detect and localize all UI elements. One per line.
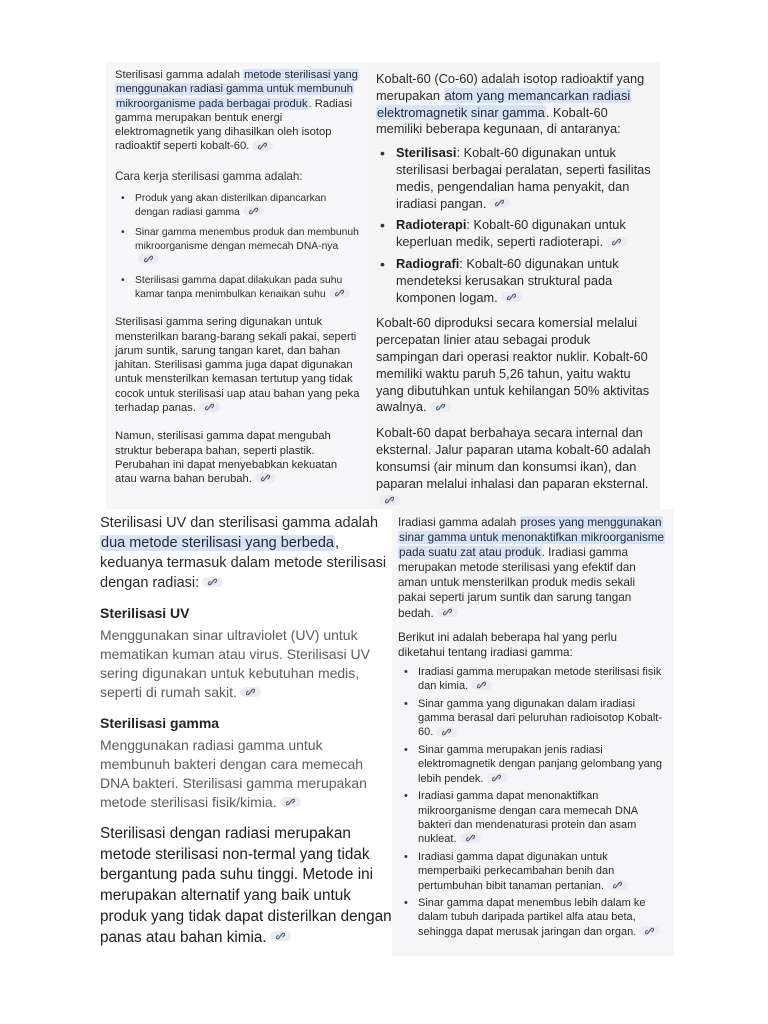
highlighted-answer: dua metode sterilisasi yang berbeda: [101, 535, 334, 551]
list-item: [418, 850, 666, 893]
link-icon[interactable]: [255, 473, 276, 483]
link-icon[interactable]: [639, 926, 660, 936]
intro-paragraph: [115, 68, 360, 154]
highlighted-answer: proses yang menggunakan sinar gamma untuk menonaktifkan mikroorganisme pada suatu zat atau produk: [399, 516, 665, 560]
list-item-text: Sterilisasi gamma dapat dilakukan pada suhu kamar tanpa menimbulkan kenaikan suhu: [135, 275, 343, 300]
uv-vs-gamma-panel: [92, 509, 392, 949]
gamma-sterilization-panel: [106, 62, 368, 509]
link-icon[interactable]: [501, 292, 522, 302]
link-icon[interactable]: [280, 797, 301, 807]
paragraph-text: Kobalt-60 diproduksi secara komersial melalui percepatan linier atau sebagai produk sampingan dari operasi reaktor nuklir. Kobalt-60 memiliki waktu paruh 5,26 tahun, yaitu waktu yang dibutuhkan untuk kehilangan 50% aktivitas awalnya.: [376, 315, 650, 415]
list-item-text: Iradiasi gamma dapat digunakan untuk memperbaiki perkecambahan benih dan pertumbuhan bibit tanaman pertanian.: [418, 850, 615, 892]
intro-text-rest: . Iradiasi gamma merupakan metode sterilisasi yang efektif dan aman untuk mensterilkan produk medis sekali pakai seperti jarum suntik dan sarung tangan bedah.: [398, 546, 636, 620]
list-lead-in: Berikut ini adalah beberapa hal yang perlu diketahui tentang iradiasi gamma:: [398, 630, 617, 659]
list-item: [135, 226, 360, 267]
intro-text: Sterilisasi UV dan sterilisasi gamma adalah: [100, 515, 379, 531]
link-icon[interactable]: [460, 833, 481, 843]
list-item-term: Radiografi: [396, 255, 460, 271]
link-icon[interactable]: [437, 607, 458, 617]
list-item: [418, 697, 666, 740]
highlighted-answer: metode sterilisasi yang menggunakan radiasi gamma untuk membunuh mikroorganisme pada berbagai produk: [116, 69, 358, 110]
list-item-text: Iradiasi gamma merupakan metode sterilisasi fisik dan kimia.: [418, 665, 662, 693]
list-item-text: Sinar gamma yang digunakan dalam iradiasi gamma berasal dari peluruhan radioisotop Kobalt-60.: [418, 697, 662, 739]
paragraph-text: Kobalt-60 dapat berbahaya secara internal dan eksternal. Jalur paparan utama kobalt-60 adalah konsumsi (air minum dan konsumsi ikan), dan paparan melalui inhalasi dan paparan eksternal.: [376, 425, 651, 491]
gamma-irradiation-panel: [392, 509, 674, 956]
list-item-text: Produk yang akan disterilkan dipancarkan dengan radiasi gamma: [135, 193, 327, 218]
intro-paragraph: [100, 513, 392, 593]
facts-list: [398, 665, 666, 939]
link-icon[interactable]: [606, 237, 627, 247]
uses-paragraph: [115, 315, 360, 415]
list-item: [396, 217, 652, 251]
intro-text: Sterilisasi gamma adalah: [115, 69, 244, 81]
list-item-term: Sterilisasi: [396, 145, 457, 161]
uses-list: [376, 145, 652, 306]
link-icon[interactable]: [607, 880, 628, 890]
link-icon[interactable]: [270, 931, 291, 941]
list-item: [135, 274, 360, 301]
list-item-text: Sinar gamma dapat menembus lebih dalam ke dalam tubuh daripada partikel alfa atau beta, sehingga dapat merusak jaringan dan organ.: [418, 896, 646, 938]
paragraph-text: Menggunakan sinar ultraviolet (UV) untuk mematikan kuman atau virus. Sterilisasi UV sering digunakan untuk kebutuhan medis, seperti di rumah sakit.: [100, 627, 370, 700]
uv-heading: Sterilisasi UV: [100, 605, 190, 621]
list-item-text: : Kobalt-60 digunakan untuk keperluan medik, seperti radioterapi.: [396, 217, 626, 250]
caveat-paragraph: [115, 429, 360, 486]
list-item: [135, 192, 360, 219]
intro-paragraph: [376, 71, 652, 138]
list-item: [418, 896, 666, 939]
link-icon[interactable]: [489, 198, 510, 208]
link-icon[interactable]: [379, 495, 400, 505]
list-item-term: Radioterapi: [396, 217, 467, 233]
paragraph-text: Namun, sterilisasi gamma dapat mengubah struktur beberapa bahan, seperti plastik. Perubahan ini dapat menyebabkan kekuatan atau warna bahan berubah.: [115, 430, 338, 486]
link-icon[interactable]: [199, 402, 220, 412]
summary-paragraph: [100, 824, 392, 948]
link-icon[interactable]: [138, 254, 159, 264]
paragraph-text: Menggunakan radiasi gamma untuk membunuh bakteri dengan cara memecah DNA bakteri. Sterilisasi gamma merupakan metode sterilisasi fisik/kimia.: [100, 737, 367, 810]
production-paragraph: [376, 315, 652, 416]
paragraph-text: Sterilisasi gamma sering digunakan untuk mensterilkan barang-barang sekali pakai, seperti jarum suntik, sarung tangan karet, dan bahan jahitan. Sterilisasi gamma juga dapat digunakan untuk mensterilkan kemasan tertutup yang tidak cocok untuk sterilisasi uap atau bahan yang peka terhadap panas.: [115, 316, 360, 415]
list-item-text: Sinar gamma merupakan jenis radiasi elektromagnetik dengan panjang gelombang yang lebih pendek.: [418, 743, 663, 785]
link-icon[interactable]: [202, 577, 223, 587]
list-item-text: : Kobalt-60 digunakan untuk mendeteksi kerusakan struktural pada komponen logam.: [396, 255, 619, 305]
list-item: [396, 256, 652, 306]
intro-text-rest: , keduanya termasuk dalam metode sterilisasi dengan radiasi:: [100, 535, 387, 591]
link-icon[interactable]: [486, 773, 507, 783]
list-item-text: : Kobalt-60 digunakan untuk sterilisasi berbagai peralatan, seperti fasilitas medis, pengendalian hama penyakit, dan iradiasi pangan.: [396, 145, 651, 211]
link-icon[interactable]: [240, 687, 261, 697]
uv-description: [100, 626, 392, 702]
list-item-text: Sinar gamma menembus produk dan membunuh mikroorganisme dengan memecah DNA-nya: [135, 227, 359, 252]
section-heading: Cara kerja sterilisasi gamma adalah:: [115, 169, 303, 183]
intro-paragraph: [398, 515, 666, 621]
intro-text: Iradiasi gamma adalah: [398, 516, 520, 529]
link-icon[interactable]: [243, 206, 264, 216]
cobalt-60-panel: [368, 62, 660, 509]
link-icon[interactable]: [252, 141, 273, 151]
link-icon[interactable]: [436, 727, 457, 737]
gamma-description: [100, 736, 392, 812]
link-icon[interactable]: [471, 680, 492, 690]
list-item-text: Iradiasi gamma dapat menonaktifkan mikroorganisme dengan cara memecah DNA bakteri dan mendenaturasi protein dan asam nukleat.: [418, 790, 638, 846]
gamma-heading: Sterilisasi gamma: [100, 715, 220, 731]
hazard-paragraph: [376, 425, 652, 509]
paragraph-text: Sterilisasi dengan radiasi merupakan metode sterilisasi non-termal yang tidak bergantung pada suhu tinggi. Metode ini merupakan alternatif yang baik untuk produk yang tidak dapat disterilkan dengan panas atau bahan kimia.: [100, 825, 392, 946]
intro-text-rest: . Radiasi gamma merupakan bentuk energi elektromagnetik yang dihasilkan oleh isotop radioaktif seperti kobalt-60.: [115, 97, 353, 153]
link-icon[interactable]: [430, 402, 451, 412]
intro-text-rest: . Kobalt-60 memiliki beberapa kegunaan, di antaranya:: [376, 104, 621, 137]
list-item: [418, 743, 666, 786]
intro-text: Kobalt-60 (Co-60) adalah isotop radioaktif yang merupakan: [376, 71, 645, 103]
list-item: [418, 665, 666, 694]
highlighted-answer: atom yang memancarkan radiasi elektromagnetik sinar gamma: [377, 87, 631, 120]
list-item: [418, 789, 666, 847]
list-item: [396, 145, 652, 212]
link-icon[interactable]: [329, 288, 350, 298]
steps-list: [115, 192, 360, 301]
